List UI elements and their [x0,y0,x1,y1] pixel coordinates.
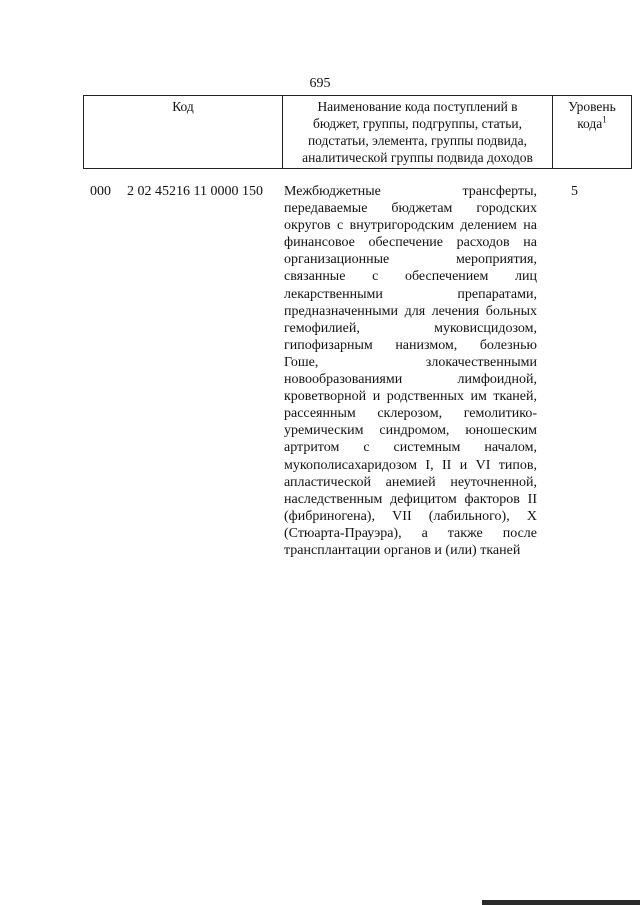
description-line: финансовое обеспечение расходов на [284,235,537,251]
revenue-description [284,183,537,559]
description-line: Межбюджетные трансферты, [284,184,537,199]
footnote-marker: 1 [602,114,607,125]
revenue-code: 2 02 45216 11 0000 150 [127,184,263,199]
description-line: Гоше, злокачественными [284,354,537,370]
description-line: организационные мероприятия, [284,252,537,268]
header-level-word: кода [577,116,603,131]
header-level-line1: Уровень [568,99,616,114]
scan-edge-mark [482,900,640,905]
header-name-line: Наименование кода поступлений в [317,99,518,114]
code-level: 5 [571,184,578,199]
admin-code: 000 [90,184,111,199]
header-level-cell [553,96,632,169]
description-line: новообразованиями лимфоидной, [284,372,537,388]
description-line: гипофизарным нанизмом, болезнью [284,337,537,353]
header-name-line: аналитической группы подвида доходов [302,150,533,165]
description-line: артритом с системным началом, [284,440,537,456]
header-code-cell: Код [84,96,283,169]
description-line: апластической анемией неуточненной, [284,474,537,490]
description-line: уремическим синдромом, юношеским [284,423,537,439]
description-line: гемофилией, муковисцидозом, [284,320,537,336]
description-line: мукополисахаридозом I, II и VI типов, [284,457,537,473]
description-line: лекарственными препаратами, [284,286,537,302]
description-line: округов с внутригородским делением на [284,218,537,234]
header-level-line2 [555,115,629,132]
description-line: передаваемые бюджетам городских [284,201,537,217]
description-line: (Стюарта-Прауэра), а также после [284,525,537,541]
description-line: (фибриногена), VII (лабильного), X [284,508,537,524]
description-line: рассеянным склерозом, гемолитико- [284,406,537,422]
description-line: трансплантации органов и (или) тканей [284,542,521,558]
header-name-line: подстатьи, элемента, группы подвида, [307,133,528,148]
header-name-line: бюджет, группы, подгруппы, статьи, [313,116,522,131]
table-header [83,95,632,169]
description-line: связанные с обеспечением лиц [284,269,537,285]
description-line: наследственным дефицитом факторов II [284,491,537,507]
description-line: предназначенными для лечения больных [284,303,537,319]
page-number: 695 [309,76,331,91]
header-name-cell [283,96,553,169]
description-line: кроветворной и родственных им тканей, [284,389,537,405]
table-header-row [84,96,632,169]
